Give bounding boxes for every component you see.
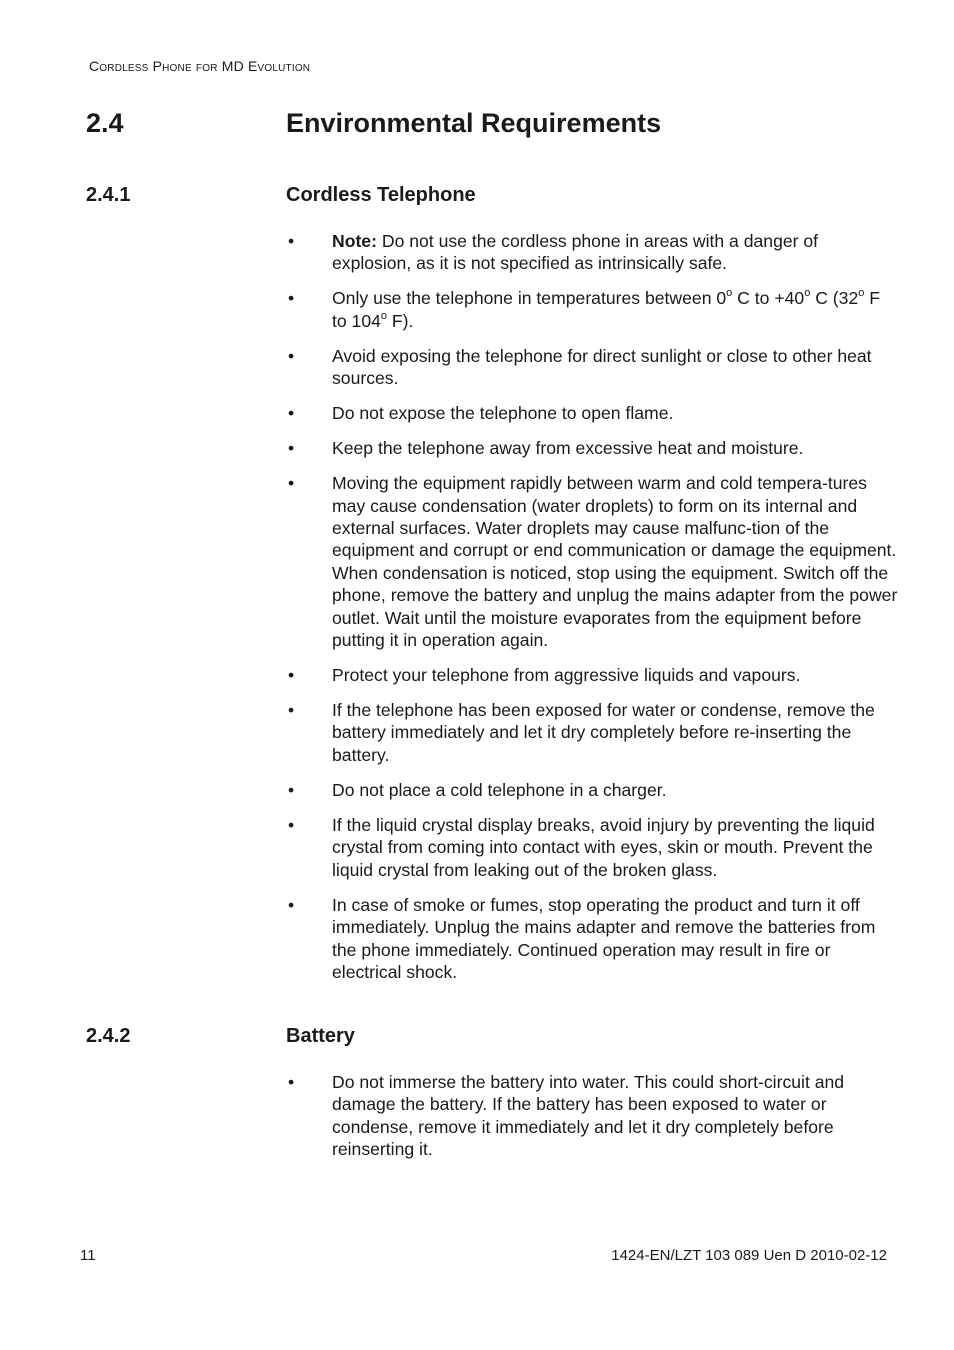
list-item-temperature [286,287,898,332]
subsection-number: 2.4.2 [86,1025,131,1047]
section-number: 2.4 [86,108,124,138]
subsection-number: 2.4.1 [86,184,131,206]
section-title: Environmental Requirements [286,108,662,138]
temperature-text: F). [387,310,414,331]
note-label: Note: [332,231,377,251]
document-id: 1424-EN/LZT 103 089 Uen D 2010-02-12 [611,1247,887,1264]
list-item: • If the liquid crystal display breaks, avoid injury by preventing the liquid crystal from coming into contact with eyes, skin or mouth. Prevent the liquid crystal from leaking out of the broken glass. [286,814,898,881]
list-item: • Do not expose the telephone to open flame. [286,402,898,424]
list-item: • Do not place a cold telephone in a charger. [286,779,898,801]
list-item: • If the telephone has been exposed for water or condense, remove the battery immediately and let it dry completely before re-inserting the battery. [286,699,898,766]
list-item: • Moving the equipment rapidly between warm and cold tempera-tures may cause condensation (water droplets) to form on its internal and external surfaces. Water droplets may cause malfunc-tion of the equipment and corrupt or end communication or damage the equipment. When condensation is noticed, stop using the equipment. Switch off the phone, remove the battery and unplug the mains adapter from the power outlet. Wait until the moisture evaporates from the equipment before putting it in operation again. [286,472,898,651]
list-item: • Protect your telephone from aggressive liquids and vapours. [286,664,898,686]
battery-list [286,1071,898,1173]
temperature-text: Only use the telephone in temperatures between 0 [332,288,727,309]
list-item-note [286,230,898,275]
running-header: Cordless Phone for MD Evolution [89,58,311,74]
subsection-title: Battery [286,1025,355,1047]
page-number: 11 [80,1247,96,1264]
subsection-title: Cordless Telephone [286,184,476,206]
degree-mark: o [858,287,865,300]
temperature-text: C (32 [810,288,859,309]
list-item: • Keep the telephone away from excessive heat and moisture. [286,437,898,459]
temperature-text: C to +40 [732,288,805,309]
list-item: • Avoid exposing the telephone for direct sunlight or close to other heat sources. [286,345,898,390]
temperature-text: F to 104 [332,288,880,331]
degree-mark: o [726,287,733,300]
list-item: • Do not immerse the battery into water. This could short-circuit and damage the battery. If the battery has been exposed to water or condense, remove it immediately and let it dry completely before reinserting it. [286,1071,898,1161]
list-item: • In case of smoke or fumes, stop operating the product and turn it off immediately. Unplug the mains adapter and remove the batteries from the phone immediately. Continued operation may result in fire or electrical shock. [286,894,898,984]
degree-mark: o [804,287,811,300]
note-text: Do not use the cordless phone in areas with a danger of explosion, as it is not specified as intrinsically safe. [332,231,819,274]
cordless-telephone-list [286,230,898,996]
degree-mark: o [380,309,388,322]
